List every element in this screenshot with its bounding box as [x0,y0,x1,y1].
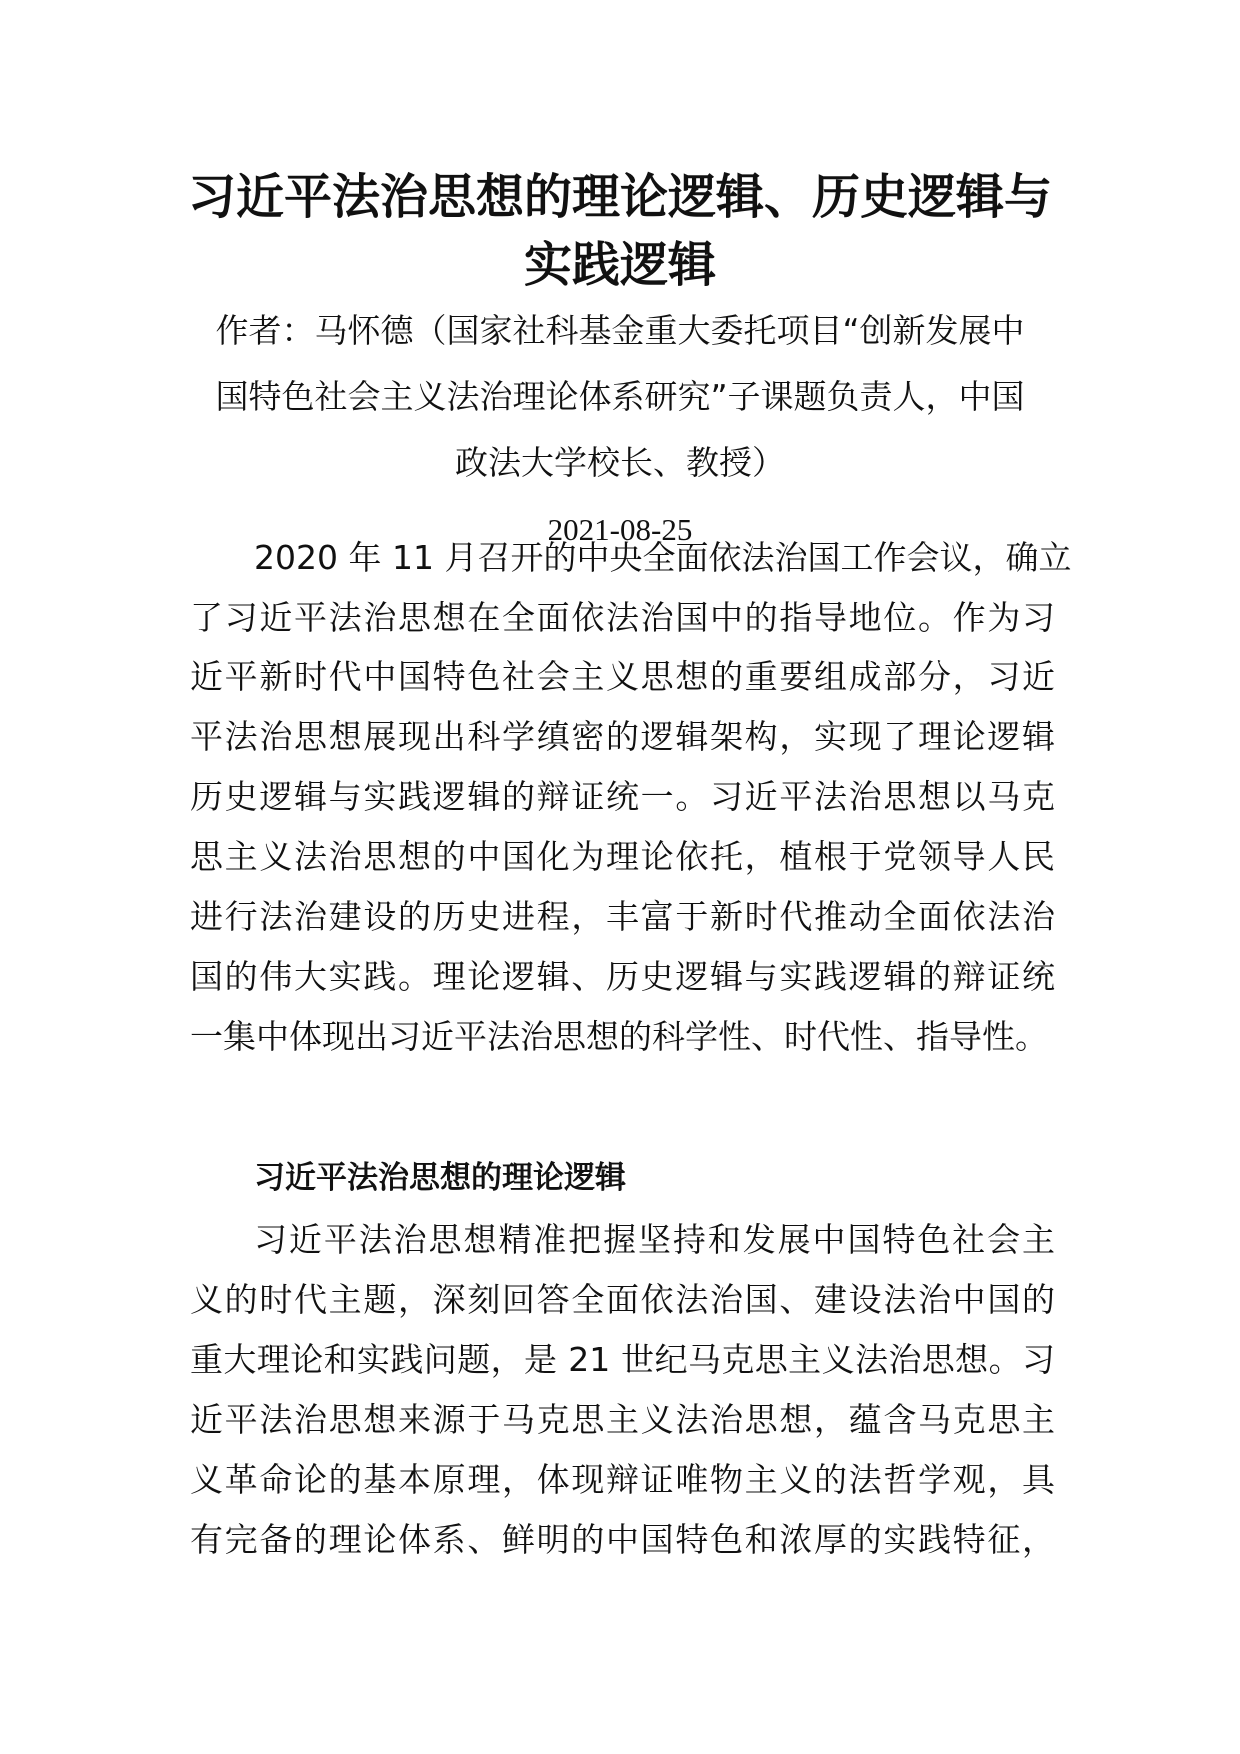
publication-date: 2021-08-25 [547,512,693,547]
paragraph-2-line-2: 义的时代主题，深刻回答全面依法治国、建设法治中国的 [190,1280,1055,1319]
paragraph-1-line-8: 国的伟大实践。理论逻辑、历史逻辑与实践逻辑的辩证统 [190,957,1055,996]
document-title-line-1: 习近平法治思想的理论逻辑、历史逻辑与 [187,169,1052,225]
paragraph-1-line-9: 一集中体现出习近平法治思想的科学性、时代性、指导性。 [190,1017,1048,1056]
section-heading: 习近平法治思想的理论逻辑 [254,1160,626,1196]
paragraph-2-line-1: 习近平法治思想精准把握坚持和发展中国特色社会主 [254,1220,1055,1259]
paragraph-1-line-5: 历史逻辑与实践逻辑的辩证统一。习近平法治思想以马克 [190,777,1055,816]
paragraph-1-line-6: 思主义法治思想的中国化为理论依托，植根于党领导人民 [190,837,1055,876]
paragraph-1-line-4: 平法治思想展现出科学缜密的逻辑架构，实现了理论逻辑 [190,717,1055,756]
paragraph-2-line-3: 重大理论和实践问题，是 21 世纪马克思主义法治思想。习 [190,1340,1055,1379]
author-line-1: 作者：马怀德（国家社科基金重大委托项目“创新发展中 [215,311,1025,350]
paragraph-1-line-1: 2020 年 11 月召开的中央全面依法治国工作会议，确立 [254,538,1072,577]
paragraph-2-line-6: 有完备的理论体系、鲜明的中国特色和浓厚的实践特征， [190,1520,1055,1559]
paragraph-1-line-3: 近平新时代中国特色社会主义思想的重要组成部分，习近 [190,657,1055,696]
author-line-2: 国特色社会主义法治理论体系研究”子课题负责人，中国 [215,377,1025,416]
paragraph-1-line-2: 了习近平法治思想在全面依法治国中的指导地位。作为习 [190,598,1055,637]
author-line-3: 政法大学校长、教授） [455,443,785,482]
paragraph-2-line-5: 义革命论的基本原理，体现辩证唯物主义的法哲学观，具 [190,1460,1055,1499]
document-title-line-2: 实践逻辑 [523,237,716,293]
paragraph-2-line-4: 近平法治思想来源于马克思主义法治思想，蕴含马克思主 [190,1400,1055,1439]
paragraph-1-line-7: 进行法治建设的历史进程，丰富于新时代推动全面依法治 [190,897,1055,936]
